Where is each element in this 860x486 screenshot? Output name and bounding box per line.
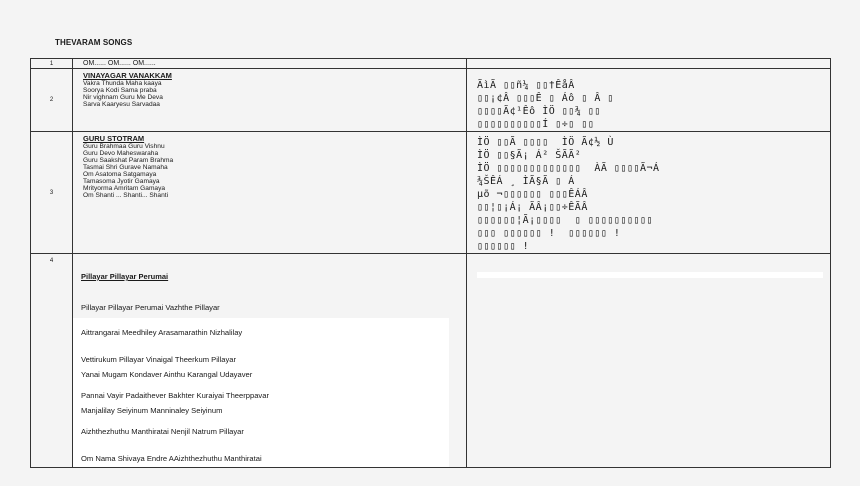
tamil-cell <box>467 59 831 69</box>
lyric-line: Aizhthezhuthu Manthiratai Nenjil Natrum Pillayar <box>81 427 244 436</box>
tamil-line: ▯▯▯ ▯▯▯▯▯▯ ! ▯▯▯▯▯▯ ! <box>477 228 621 239</box>
lyric-line: Yanai Mugam Kondaver Ainthu Karangal Udayaver <box>81 370 253 379</box>
lyrics-panel <box>73 318 449 467</box>
tamil-line: ¾ŠÊÁ ¸ ÌÃ§Ã ▯ Á <box>477 176 575 187</box>
lyric-line: Vettirukum Pillayar Vinaigal Theerkum Pillayar <box>81 355 237 364</box>
tamil-line: ÌÖ ▯▯Ã ▯▯▯▯ ÌÖ Ã¢½ Ù <box>477 137 614 148</box>
english-line: Guru Saakshat Param Brahma <box>83 157 174 164</box>
lyric-line: Manjalilay Seiyinum Manninaley Seiyinum <box>81 406 223 415</box>
song-heading: GURU STOTRAM <box>83 134 145 143</box>
tamil-line: ▯▯¦▯¡Á¡ ÃÂ¡▯▯÷ÊÃÂ <box>477 202 588 213</box>
table-row <box>31 254 831 468</box>
english-line: Om Asatoma Satgamaya <box>83 171 157 178</box>
lyric-line: Pillayar Pillayar Perumai Vazhthe Pillayar <box>81 303 220 312</box>
om-line: OM...... OM...... OM...... <box>83 60 156 67</box>
english-line: Tamasoma Jyotir Gamaya <box>83 178 160 185</box>
english-line: Nir vighnam Guru Me Deva <box>83 94 163 101</box>
row-number: 1 <box>31 59 73 69</box>
english-line: Vakra Thunda Maha kaaya <box>83 80 162 87</box>
table-row <box>31 59 831 69</box>
tamil-cell <box>467 254 831 468</box>
english-line: Sarva Kaaryesu Sarvadaa <box>83 101 160 108</box>
tamil-line: ▯▯▯▯Ã¢¹Êô ÌÖ ▯▯¾ ▯▯ <box>477 106 601 117</box>
english-line: Tasmai Shri Gurave Namaha <box>83 164 168 171</box>
tamil-line: ÌÖ ▯▯▯▯▯▯▯▯▯▯▯▯▯ ÀÃ ▯▯▯▯Ã¬Á <box>477 163 660 174</box>
lyric-line: Pannai Vayir Padaithever Bakhter Kuraiyai Theerppavar <box>81 391 269 400</box>
document-title: THEVARAM SONGS <box>55 38 133 47</box>
lyric-line: Om Nama Shivaya Endre AAizhthezhuthu Manthiratai <box>81 454 262 463</box>
blank-strip <box>477 272 823 278</box>
english-line: Soorya Kodi Sama praba <box>83 87 157 94</box>
english-cell <box>73 254 467 468</box>
tamil-line: ▯▯▯▯▯▯ ! <box>477 241 530 252</box>
tamil-line: ▯▯▯▯▯▯▯▯▯▯Í ▯÷▯ ▯▯ <box>477 119 595 130</box>
lyric-line: Aittrangarai Meedhiley Arasamarathin Nizhalilay <box>81 328 243 337</box>
song-heading: Pillayar Pillayar Perumai <box>81 272 169 281</box>
row-number: 3 <box>31 132 73 254</box>
song-heading: VINAYAGAR VANAKKAM <box>83 71 172 80</box>
english-line: Guru Devo Maheswaraha <box>83 150 159 157</box>
english-cell <box>73 59 467 69</box>
tamil-line: ÃìÃ ▯▯ñ¼ ▯▯†ÊåÂ <box>477 80 575 91</box>
songs-table <box>30 58 831 468</box>
tamil-line: ÌÖ ▯▯§Ã¡ Á² ŠÃÃ² <box>477 150 582 161</box>
table-row <box>31 69 831 132</box>
table-row <box>31 132 831 254</box>
english-cell <box>73 69 467 132</box>
english-line: Om Shanti ... Shanti... Shanti <box>83 192 169 199</box>
song-block <box>73 254 466 312</box>
tamil-line: ▯▯¡¢Â ▯▯▯Ê ▯ Áô ▯ Â ▯ <box>477 93 614 104</box>
row-number: 2 <box>31 69 73 132</box>
english-cell <box>73 132 467 254</box>
tamil-cell <box>467 132 831 254</box>
row-number: 4 <box>31 254 73 468</box>
tamil-line: ▯▯▯▯▯▯¦Ã¡▯▯▯▯ ▯ ▯▯▯▯▯▯▯▯▯▯ <box>477 215 654 226</box>
tamil-line: µõ ¬▯▯▯▯▯▯ ▯▯▯ÊÁÂ <box>477 189 588 200</box>
tamil-cell <box>467 69 831 132</box>
english-line: Guru Brahmaa Guru Vishnu <box>83 143 165 150</box>
english-line: Mrityorma Amritam Gamaya <box>83 185 166 192</box>
